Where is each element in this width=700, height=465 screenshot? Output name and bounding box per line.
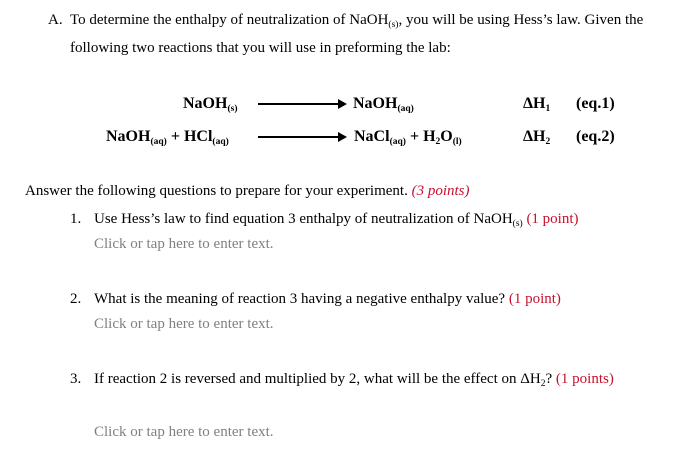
question-2-answer-field[interactable]: Click or tap here to enter text. — [94, 316, 274, 332]
formula: NaCl — [354, 128, 390, 145]
question-text: Use Hess’s law to find equation 3 enthalpy of neutralization of NaOH — [94, 211, 513, 227]
delta-h: ΔH — [523, 95, 546, 112]
question-points: (1 point) — [526, 211, 579, 227]
question-3-number: 3. — [70, 371, 82, 387]
delta-h: ΔH — [523, 128, 546, 145]
formula: H — [423, 128, 436, 145]
intro-text: To determine the enthalpy of neutralization of NaOH — [70, 12, 389, 28]
intro-text-post: , you will be using Hess’s law. Given the — [398, 12, 644, 28]
question-points: (1 point) — [508, 291, 561, 307]
section-intro-line-1 — [70, 11, 643, 29]
plus-sign: + — [409, 128, 420, 145]
question-2-text — [94, 290, 561, 308]
state-subscript: (aq) — [397, 104, 414, 114]
question-text: What is the meaning of reaction 3 having a negative enthalpy value? — [94, 291, 506, 307]
reaction-1-arrow — [258, 103, 340, 105]
delta-h-subscript: 1 — [545, 104, 551, 114]
formula: NaOH — [353, 95, 398, 112]
reaction-1-label: (eq.1) — [576, 95, 615, 112]
state-subscript: (aq) — [389, 137, 406, 147]
question-3-text — [94, 370, 614, 388]
reaction-2-label: (eq.2) — [576, 128, 615, 145]
question-subscript: 2 — [540, 379, 546, 389]
reaction-1-product — [353, 94, 414, 114]
question-1-number: 1. — [70, 211, 82, 227]
formula: NaOH — [183, 95, 228, 112]
instructions — [25, 182, 470, 200]
instructions-text: Answer the following questions to prepare for your experiment. — [25, 183, 408, 199]
delta-h-subscript: 2 — [545, 137, 551, 147]
state-subscript: (s) — [227, 104, 238, 114]
question-1-text — [94, 210, 579, 228]
formula: O — [440, 128, 453, 145]
question-text-post: ? — [545, 371, 553, 387]
question-text: If reaction 2 is reversed and multiplied by 2, what will be the effect on ΔH — [94, 371, 541, 387]
state-subscript: (aq) — [212, 137, 229, 147]
instructions-points: (3 points) — [411, 183, 470, 199]
question-1-answer-field[interactable]: Click or tap here to enter text. — [94, 236, 274, 252]
reaction-2-enthalpy — [523, 127, 550, 147]
state-subscript: (l) — [452, 137, 462, 147]
plus-sign: + — [170, 128, 180, 145]
reaction-2-reactants — [106, 127, 229, 147]
question-3-answer-field[interactable]: Click or tap here to enter text. — [94, 424, 274, 440]
question-subscript: (s) — [512, 219, 523, 229]
reaction-2-products — [354, 127, 462, 147]
reaction-1-reactant — [183, 94, 237, 114]
question-2-number: 2. — [70, 291, 82, 307]
reaction-1-enthalpy — [523, 94, 550, 114]
section-letter: A. — [48, 12, 63, 28]
subscript: 2 — [435, 137, 441, 147]
state-subscript: (aq) — [150, 137, 167, 147]
section-intro-line-2: following two reactions that you will use in preforming the lab: — [70, 40, 451, 56]
question-points: (1 points) — [555, 371, 614, 387]
reaction-2-arrow — [258, 136, 340, 138]
formula: NaOH — [106, 128, 151, 145]
intro-subscript: (s) — [388, 20, 399, 30]
formula: HCl — [183, 128, 213, 145]
